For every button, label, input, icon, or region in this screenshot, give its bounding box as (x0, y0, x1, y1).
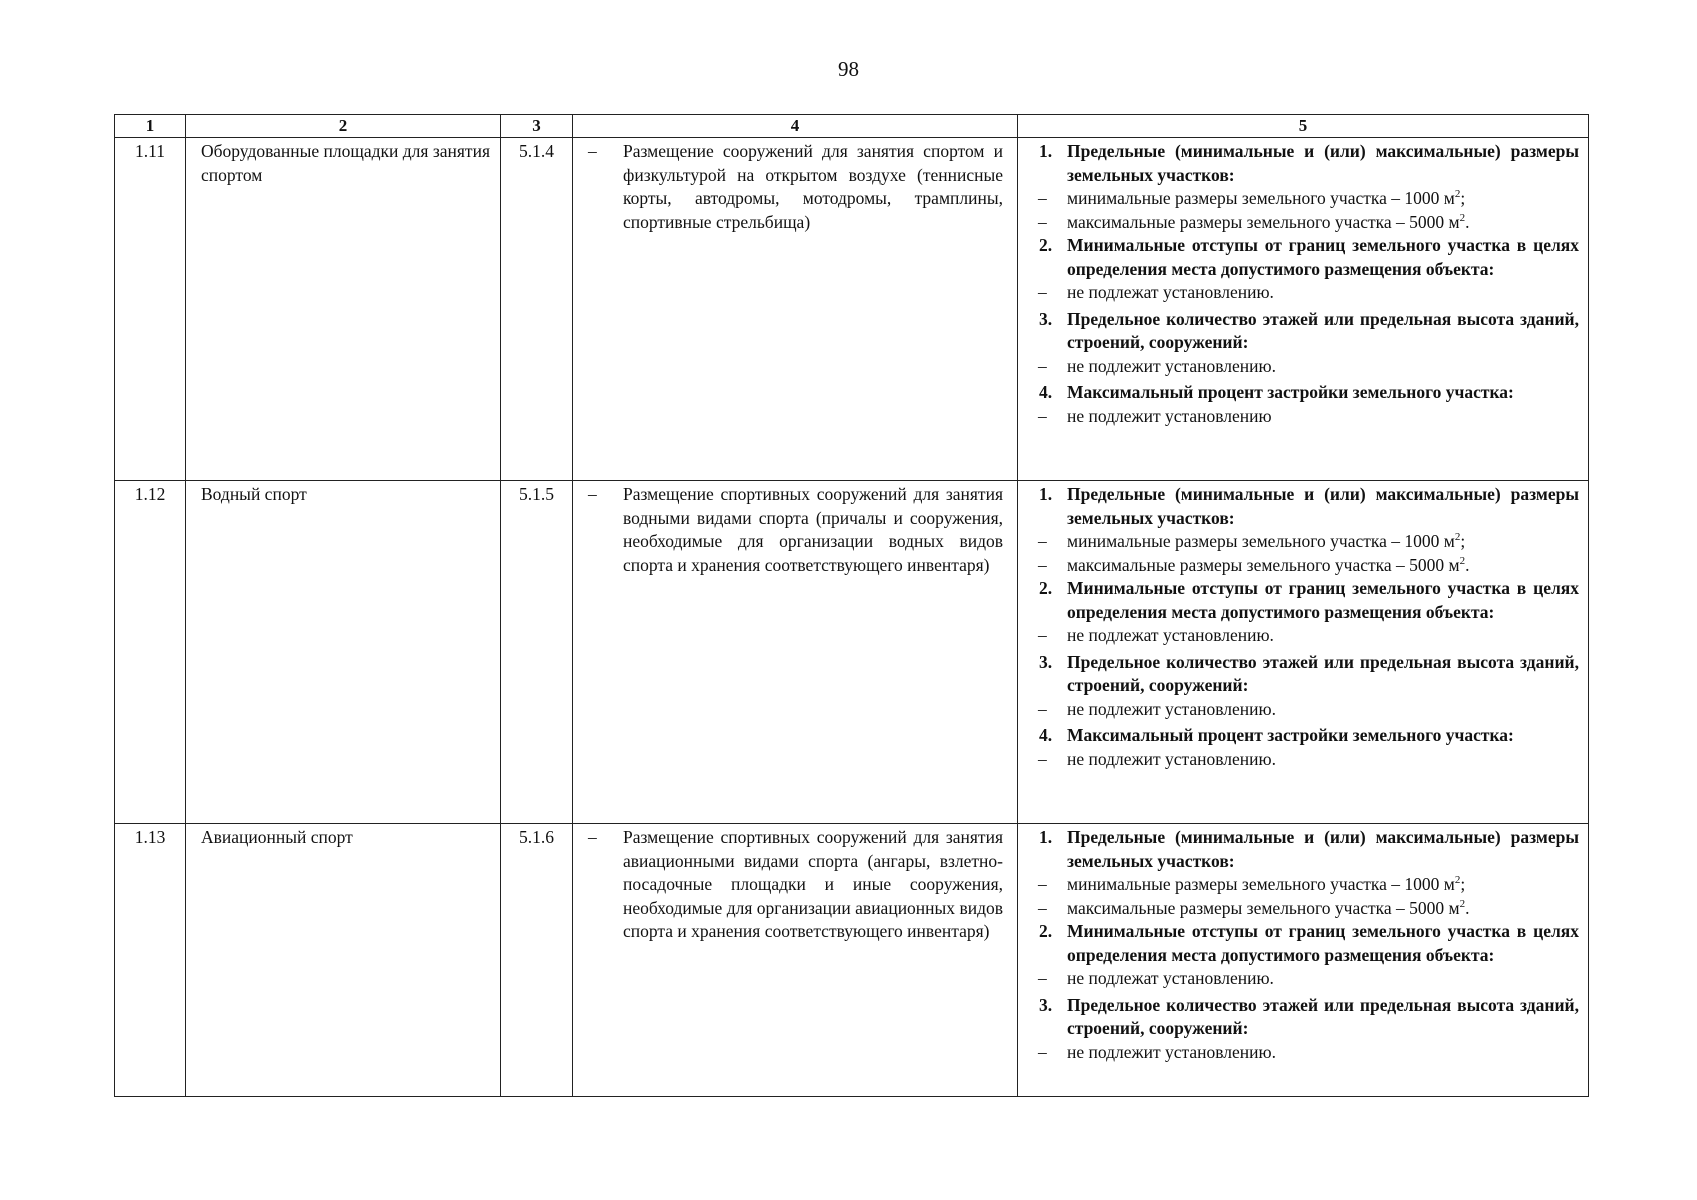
use-description-cell (573, 824, 1018, 1097)
param-number: 3. (1039, 308, 1053, 329)
use-name: Оборудованные площадки для занятия спортом (186, 138, 501, 481)
param-number: 4. (1039, 725, 1053, 745)
param-number: 4. (1039, 382, 1053, 402)
parameters-cell (1018, 824, 1589, 1097)
param-value: – не подлежит установлению (1038, 405, 1272, 426)
param-value: – не подлежит установлению. (1038, 748, 1276, 769)
row-number: 1.11 (115, 138, 186, 481)
param-number: 1. (1039, 484, 1053, 504)
use-code: 5.1.5 (501, 481, 573, 824)
header-cell: 2 (186, 115, 501, 138)
param-value: – максимальные размеры земельного участка – 5000 $м^2$. (1038, 211, 1470, 232)
table-row (115, 481, 1589, 824)
param-value: – не подлежит установлению. (1038, 1041, 1276, 1062)
param-number: 2. (1039, 578, 1053, 598)
use-code: 5.1.6 (501, 824, 573, 1097)
param-value: – не подлежит установлению. (1038, 355, 1276, 376)
param-number: 1. (1039, 141, 1053, 161)
param-value: – минимальные размеры земельного участка – 1000 $м^2$; (1038, 874, 1466, 894)
param-heading: 3. Предельное количество этажей или предельная высота зданий, строений, сооружений: (1039, 651, 1579, 695)
param-value: – не подлежат установлению. (1038, 282, 1274, 302)
table-header-row (115, 115, 1589, 138)
use-name: Авиационный спорт (186, 824, 501, 1097)
param-heading: 1. Предельные (минимальные и (или) максимальные) размеры земельных участков: (1039, 141, 1579, 185)
param-heading: 2. Минимальные отступы от границ земельного участка в целях определения места допустимого размещения объекта: (1039, 921, 1579, 965)
param-heading: 2. Минимальные отступы от границ земельного участка в целях определения места допустимого размещения объекта: (1039, 578, 1579, 622)
param-value: – не подлежат установлению. (1038, 625, 1274, 645)
table-row (115, 138, 1589, 481)
param-heading: 3. Предельное количество этажей или предельная высота зданий, строений, сооружений: (1039, 308, 1579, 352)
param-heading: 1. Предельные (минимальные и (или) максимальные) размеры земельных участков: (1039, 827, 1579, 871)
param-value: – минимальные размеры земельного участка – 1000 $м^2$; (1038, 188, 1466, 208)
param-number: 2. (1039, 235, 1053, 255)
parameters-cell (1018, 138, 1589, 481)
param-heading: 1. Предельные (минимальные и (или) максимальные) размеры земельных участков: (1039, 484, 1579, 528)
param-heading: 2. Минимальные отступы от границ земельного участка в целях определения места допустимого размещения объекта: (1039, 235, 1579, 279)
use-description: Размещение спортивных сооружений для занятия авиационными видами спорта (ангары, взлетно-посадочные площадки и иные сооружения, необходимые для организации авиационных видов спорта и хранения соответствующего инвентаря) (623, 827, 1003, 941)
param-value: – максимальные размеры земельного участка – 5000 $м^2$. (1038, 554, 1470, 575)
use-code: 5.1.4 (501, 138, 573, 481)
param-heading: 3. Предельное количество этажей или предельная высота зданий, строений, сооружений: (1039, 994, 1579, 1038)
regulations-table (114, 114, 1589, 1097)
page-number: 98 (838, 57, 859, 81)
param-heading: 4. Максимальный процент застройки земельного участка: (1034, 724, 1579, 748)
use-description-cell (573, 481, 1018, 824)
row-number: 1.13 (115, 824, 186, 1097)
use-description-cell (573, 138, 1018, 481)
param-value: – максимальные размеры земельного участка – 5000 $м^2$. (1038, 897, 1470, 918)
param-number: 3. (1039, 651, 1053, 672)
dash-marker: – (588, 141, 597, 161)
param-heading: 4. Максимальный процент застройки земельного участка: (1034, 381, 1579, 405)
param-value: – не подлежат установлению. (1038, 968, 1274, 988)
table-row (115, 824, 1589, 1097)
param-value: – не подлежит установлению. (1038, 698, 1276, 719)
param-value: – минимальные размеры земельного участка – 1000 $м^2$; (1038, 531, 1466, 551)
param-number: 1. (1039, 827, 1053, 847)
header-cell: 3 (501, 115, 573, 138)
header-cell: 5 (1018, 115, 1589, 138)
use-name: Водный спорт (186, 481, 501, 824)
parameters-cell (1018, 481, 1589, 824)
header-cell: 4 (573, 115, 1018, 138)
header-cell: 1 (115, 115, 186, 138)
use-description: Размещение сооружений для занятия спортом и физкультурой на открытом воздухе (теннисные корты, автодромы, мотодромы, трамплины, спортивные стрельбища) (623, 141, 1003, 232)
use-description: Размещение спортивных сооружений для занятия водными видами спорта (причалы и сооружения, необходимые для организации водных видов спорта и хранения соответствующего инвентаря) (623, 484, 1003, 575)
dash-marker: – (588, 827, 597, 847)
row-number: 1.12 (115, 481, 186, 824)
dash-marker: – (588, 484, 597, 504)
param-number: 2. (1039, 921, 1053, 941)
param-number: 3. (1039, 994, 1053, 1015)
